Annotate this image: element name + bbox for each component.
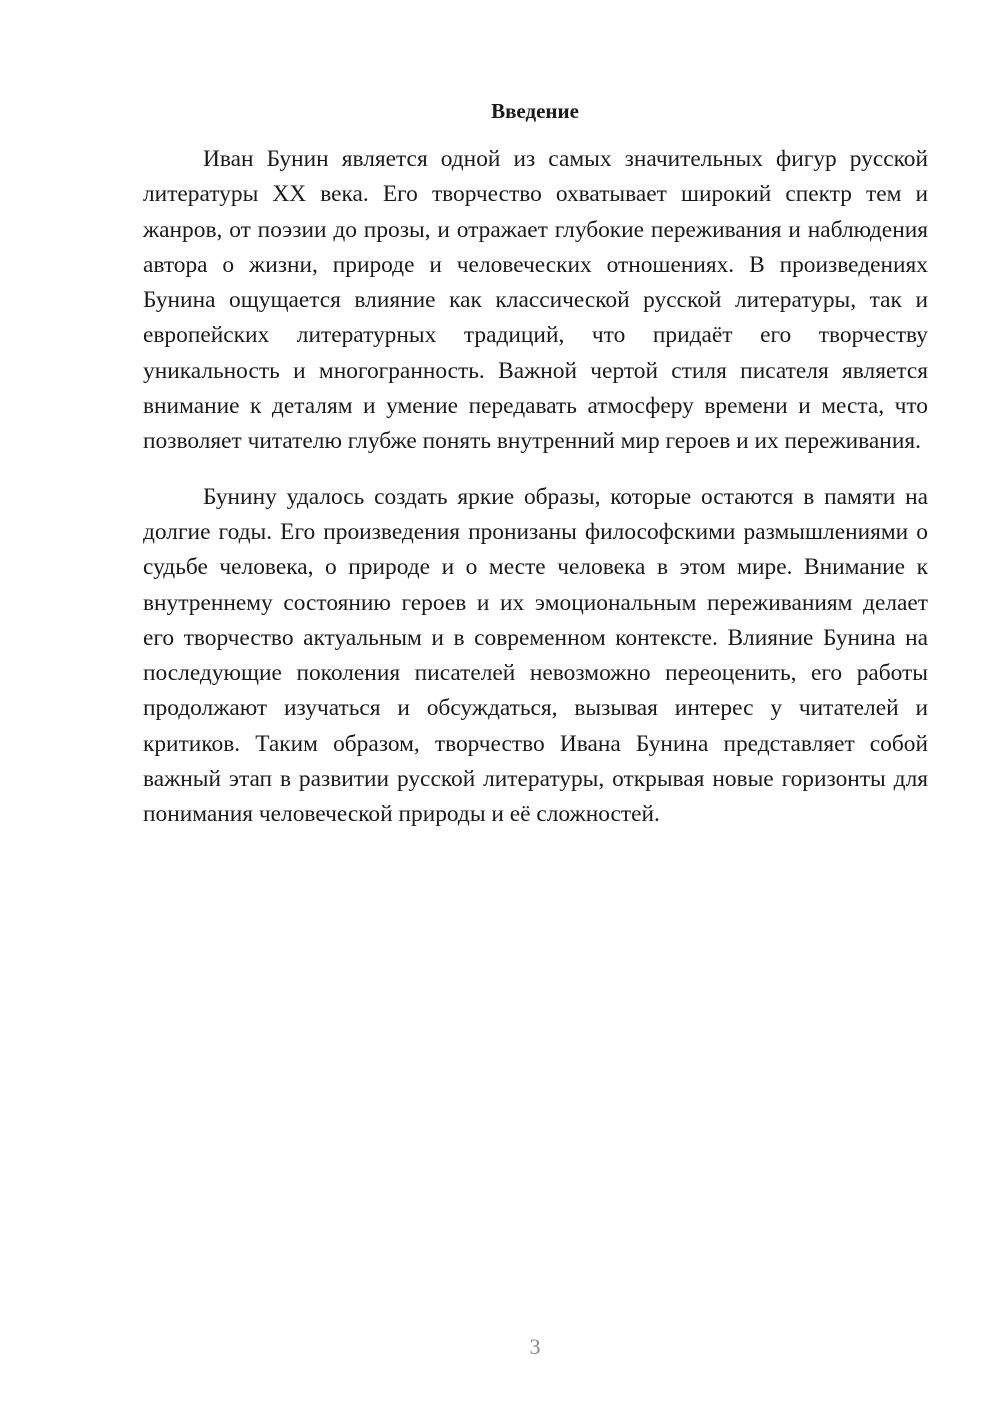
section-title: Введение <box>491 99 579 123</box>
paragraph-1: Иван Бунин является одной из самых значительных фигур русской литературы XX века. Его творчество охватывает широкий спектр тем и жанров, от поэзии до прозы, и отражает глубокие переживания и наблюдения автора о жизни, природе и человеческих отношениях. В произведениях Бунина ощущается влияние как классической русской литературы, так и европейских литературных традиций, что придаёт его творчеству уникальность и многогранность. Важной чертой стиля писателя является внимание к деталям и умение передавать атмосферу времени и места, что позволяет читателю глубже понять внутренний мир героев и их переживания. <box>143 146 928 455</box>
document-body <box>143 142 928 833</box>
page-number: 3 <box>529 1334 541 1359</box>
paragraph-2: Бунину удалось создать яркие образы, которые остаются в памяти на долгие годы. Его произведения пронизаны философскими размышлениями о судьбе человека, о природе и о месте человека в этом мире. Внимание к внутреннему состоянию героев и их эмоциональным переживаниям делает его творчество актуальным и в современном контексте. Влияние Бунина на последующие поколения писателей невозможно переоценить, его работы продолжают изучаться и обсуждаться, вызывая интерес у читателей и критиков. Таким образом, творчество Ивана Бунина представляет собой важный этап в развитии русской литературы, открывая новые горизонты для понимания человеческой природы и её сложностей. <box>143 483 928 828</box>
